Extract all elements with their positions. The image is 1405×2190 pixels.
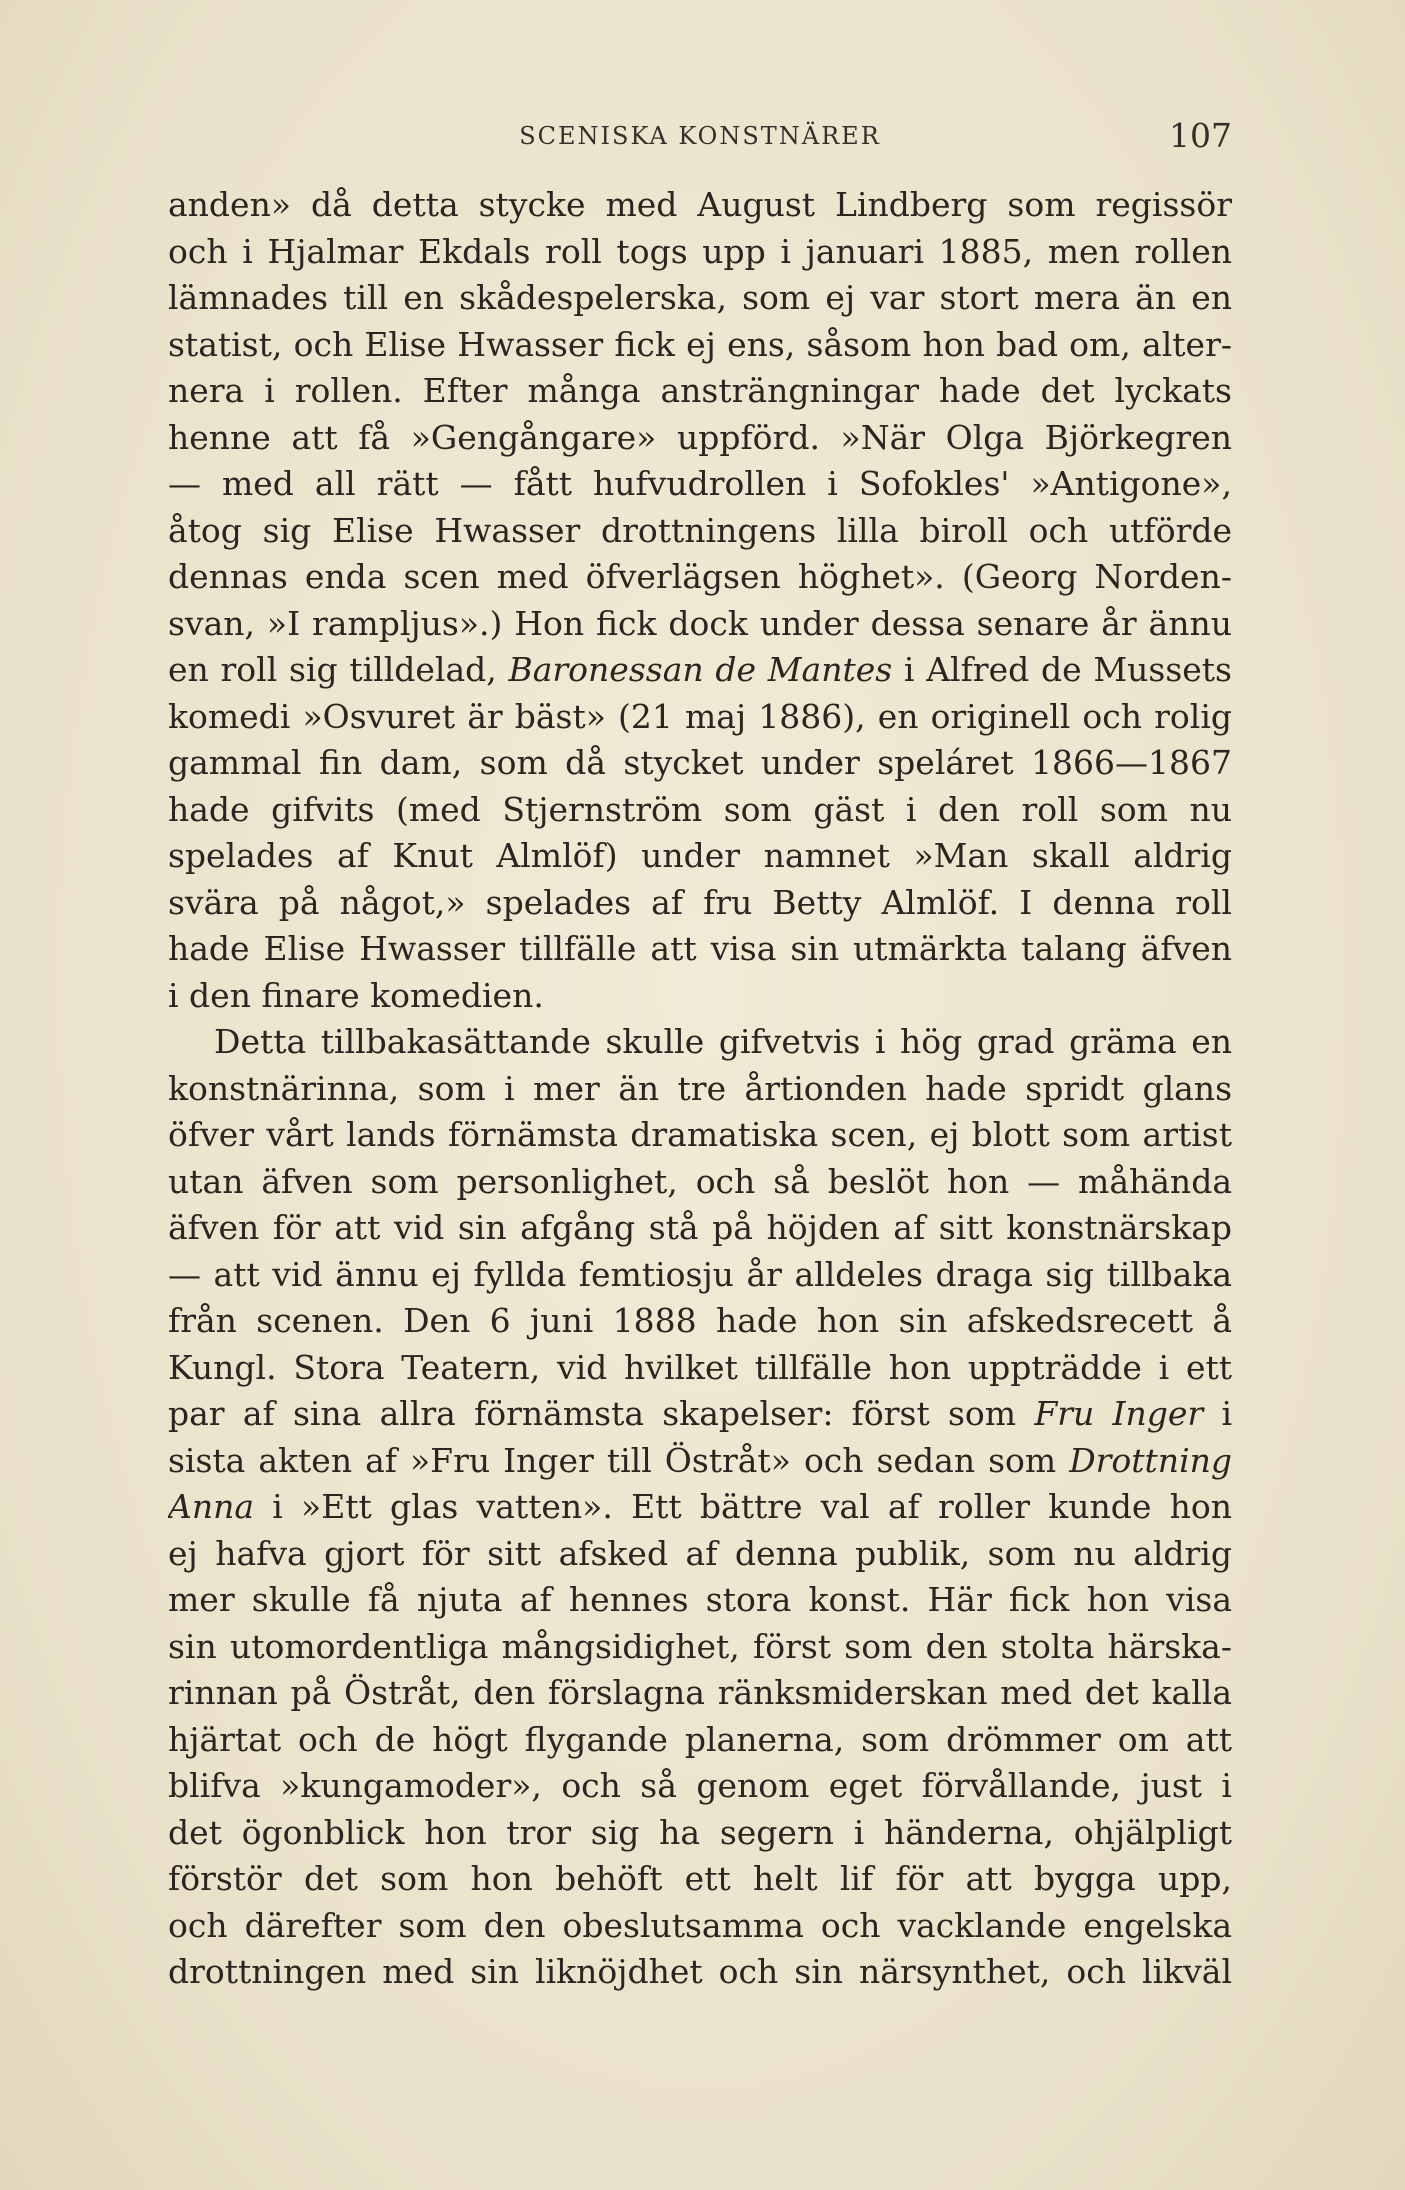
italic-role-name: Fru Inger	[1034, 1394, 1204, 1433]
text-run: par af sina allra förnämsta skapelser: först som	[168, 1394, 1035, 1433]
text-line: utan äfven som personlighet, och så beslöt hon — måhända	[168, 1161, 1232, 1201]
text-line: — med all rätt — fått hufvudrollen i Sofokles' »Antigone»,	[168, 464, 1232, 503]
italic-role-name: Baronessan de Mantes	[508, 650, 893, 689]
text-line: rinnan på Östråt, den förslagna ränksmiderskan med det kalla	[168, 1673, 1232, 1712]
page-number: 107	[1169, 116, 1232, 155]
text-line: hade Elise Hwasser tillfälle att visa sin utmärkta talang äfven	[168, 929, 1232, 968]
page-header	[168, 116, 1232, 160]
text-line: konstnärinna, som i mer än tre årtionden hade spridt glans	[168, 1068, 1232, 1108]
text-line: anden» då detta stycke med August Lindberg som regissör	[168, 185, 1232, 224]
text-line: mer skulle få njuta af hennes stora konst. Här fick hon visa	[168, 1580, 1232, 1619]
text-line: nera i rollen. Efter många ansträngningar hade det lyckats	[168, 371, 1232, 410]
text-line: drottningen med sin liknöjdhet och sin närsynthet, och likväl	[168, 1952, 1232, 1991]
text-line: öfver vårt lands förnämsta dramatiska scen, ej blott som artist	[168, 1115, 1232, 1154]
running-head: SCENISKA KONSTNÄRER	[519, 122, 881, 150]
text-line: hjärtat och de högt flygande planerna, som drömmer om att	[168, 1719, 1232, 1759]
text-run: i	[1203, 1394, 1232, 1433]
text-line: statist, och Elise Hwasser fick ej ens, såsom hon bad om, alter-	[168, 324, 1232, 364]
text-line: svära på något,» spelades af fru Betty Almlöf. I denna roll	[168, 882, 1232, 922]
text-line: svan, »I rampljus».) Hon fick dock under dessa senare år ännu	[168, 603, 1232, 643]
text-line: spelades af Knut Almlöf) under namnet »Man skall aldrig	[168, 836, 1232, 875]
text-line: ej hafva gjort för sitt afsked af denna publik, som nu aldrig	[168, 1533, 1232, 1573]
text-line: dennas enda scen med öfverlägsen höghet». (Georg Norden-	[168, 557, 1232, 596]
text-line: — att vid ännu ej fyllda femtiosju år alldeles draga sig tillbaka	[168, 1254, 1232, 1294]
text-line: gammal fin dam, som då stycket under speláret 1866—1867	[168, 743, 1232, 782]
text-line: komedi »Osvuret är bäst» (21 maj 1886), en originell och rolig	[168, 696, 1232, 736]
text-line	[168, 647, 1232, 694]
paragraph-start-line: Detta tillbakasättande skulle gifvetvis i hög grad gräma en	[214, 1022, 1232, 1061]
text-line: lämnades till en skådespelerska, som ej var stort mera än en	[168, 278, 1232, 317]
text-line	[168, 1484, 1232, 1531]
italic-role-name: Drottning	[1069, 1440, 1232, 1480]
text-line: det ögonblick hon tror sig ha segern i händerna, ohjälpligt	[168, 1812, 1232, 1852]
italic-role-name: Anna	[168, 1487, 255, 1526]
text-run: i »Ett glas vatten». Ett bättre val af roller kunde hon	[254, 1487, 1232, 1526]
text-line: åtog sig Elise Hwasser drottningens lilla biroll och utförde	[168, 510, 1232, 550]
text-line: sin utomordentliga mångsidighet, först som den stolta härska-	[168, 1626, 1232, 1666]
body-text	[168, 182, 1232, 1996]
text-line: äfven för att vid sin afgång stå på höjden af sitt konstnärskap	[168, 1208, 1232, 1247]
text-line: förstör det som hon behöft ett helt lif för att bygga upp,	[168, 1859, 1232, 1898]
text-line	[168, 1438, 1232, 1485]
text-line	[168, 1391, 1232, 1438]
text-line: henne att få »Gengångare» uppförd. »När Olga Björkegren	[168, 417, 1232, 457]
text-line: Kungl. Stora Teatern, vid hvilket tillfälle hon uppträdde i ett	[168, 1347, 1232, 1387]
text-line: och därefter som den obeslutsamma och vacklande engelska	[168, 1905, 1232, 1945]
text-line: blifva »kungamoder», och så genom eget förvållande, just i	[168, 1766, 1232, 1805]
text-line: och i Hjalmar Ekdals roll togs upp i januari 1885, men rollen	[168, 231, 1232, 271]
text-run: sista akten af »Fru Inger till Östråt» och sedan som	[168, 1440, 1070, 1480]
text-run: i Alfred de Mussets	[892, 650, 1232, 689]
text-run: en roll sig tilldelad,	[168, 650, 509, 689]
text-line: hade gifvits (med Stjernström som gäst i den roll som nu	[168, 789, 1232, 829]
text-line: i den finare komedien.	[168, 975, 544, 1015]
text-line: från scenen. Den 6 juni 1888 hade hon sin afskedsrecett å	[168, 1301, 1232, 1340]
